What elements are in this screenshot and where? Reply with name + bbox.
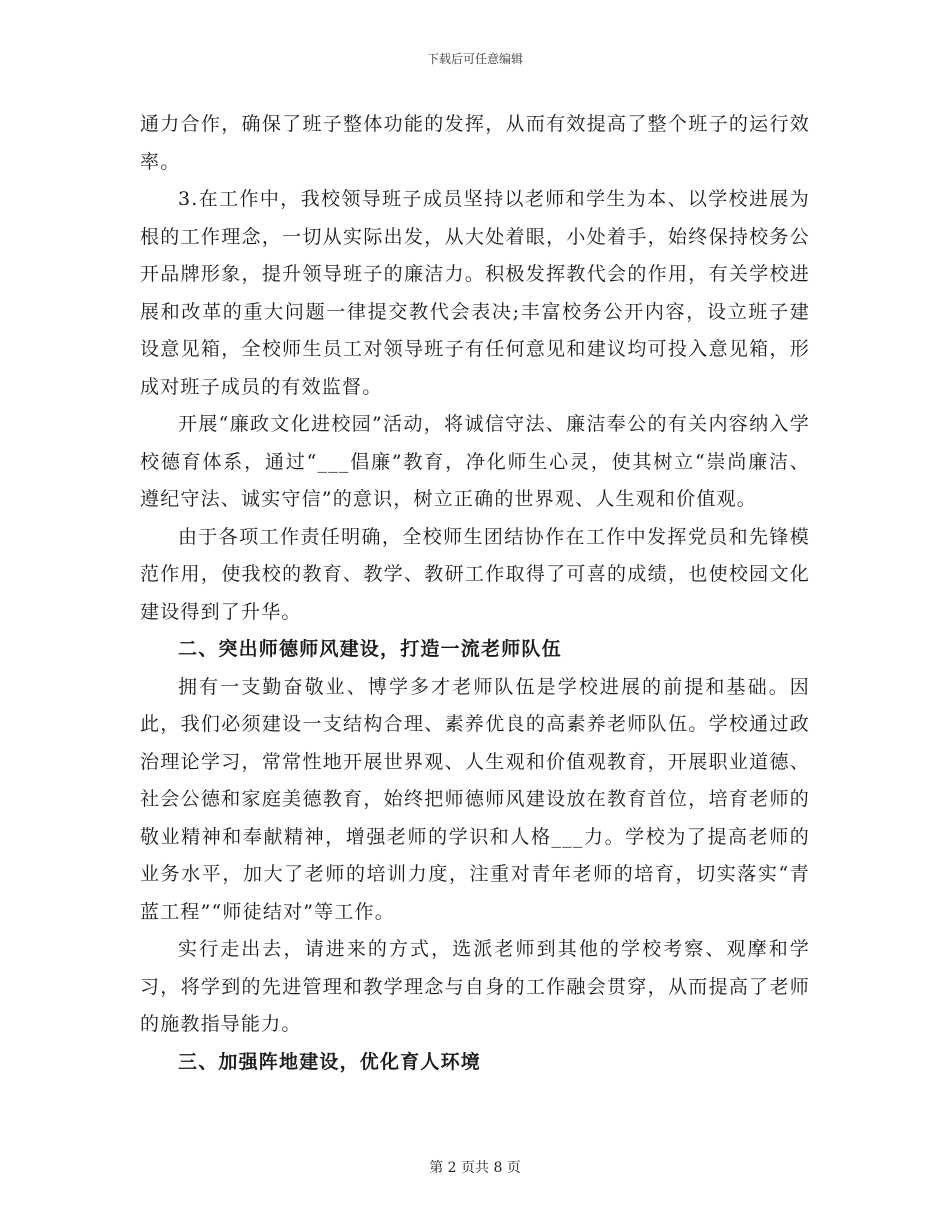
page-header: 下载后可任意编辑	[426, 52, 523, 66]
section-heading-3: 三、加强阵地建设，优化育人环境	[178, 1050, 482, 1073]
paragraph-teacher-team: 拥有一支勤奋敬业、博学多才老师队伍是学校进展的前提和基础。因此，我们必须建设一支结构合理、素养优良的高素养老师队伍。学校通过政治理论学习，常常性地开展世界观、人生观和价值观教育，开展职业道德、社会公德和家庭美德教育，始终把师德师风建设放在教育首位，培育老师的敬业精神和奉献精神，增强老师的学识和人格___力。学校为了提高老师的业务水平，加大了老师的培训力度，注重对青年老师的培育，切实落实“青蓝工程”“师徒结对”等工作。	[140, 675, 810, 923]
page-footer: 第 2 页共 8 页	[429, 1160, 521, 1176]
paragraph-go-out-invite-in: 实行走出去，请进来的方式，选派老师到其他的学校考察、观摩和学习，将学到的先进管理和教学理念与自身的工作融会贯穿，从而提高了老师的施教指导能力。	[140, 938, 810, 1035]
paragraph-responsibility: 由于各项工作责任明确，全校师生团结协作在工作中发挥党员和先锋模范作用，使我校的教育、教学、教研工作取得了可喜的成绩，也使校园文化建设得到了升华。	[140, 525, 810, 623]
document-body	[140, 106, 810, 1081]
paragraph-continuation: 通力合作，确保了班子整体功能的发挥，从而有效提高了整个班子的运行效率。	[140, 113, 810, 173]
paragraph-item-3: 3.在工作中，我校领导班子成员坚持以老师和学生为本、以学校进展为根的工作理念，一切从实际出发，从大处着眼，小处着手，始终保持校务公开品牌形象，提升领导班子的廉洁力。积极发挥教代会的作用，有关学校进展和改革的重大问题一律提交教代会表决;丰富校务公开内容，设立班子建设意见箱，全校师生员工对领导班子有任何意见和建议均可投入意见箱，形成对班子成员的有效监督。	[140, 188, 810, 398]
paragraph-anti-corruption-culture: 开展“廉政文化进校园”活动，将诚信守法、廉洁奉公的有关内容纳入学校德育体系，通过“___倡廉”教育，净化师生心灵，使其树立“崇尚廉洁、遵纪守法、诚实守信”的意识，树立正确的世界观、人生观和价值观。	[140, 413, 810, 510]
section-heading-2: 二、突出师德师风建设，打造一流老师队伍	[178, 638, 562, 660]
